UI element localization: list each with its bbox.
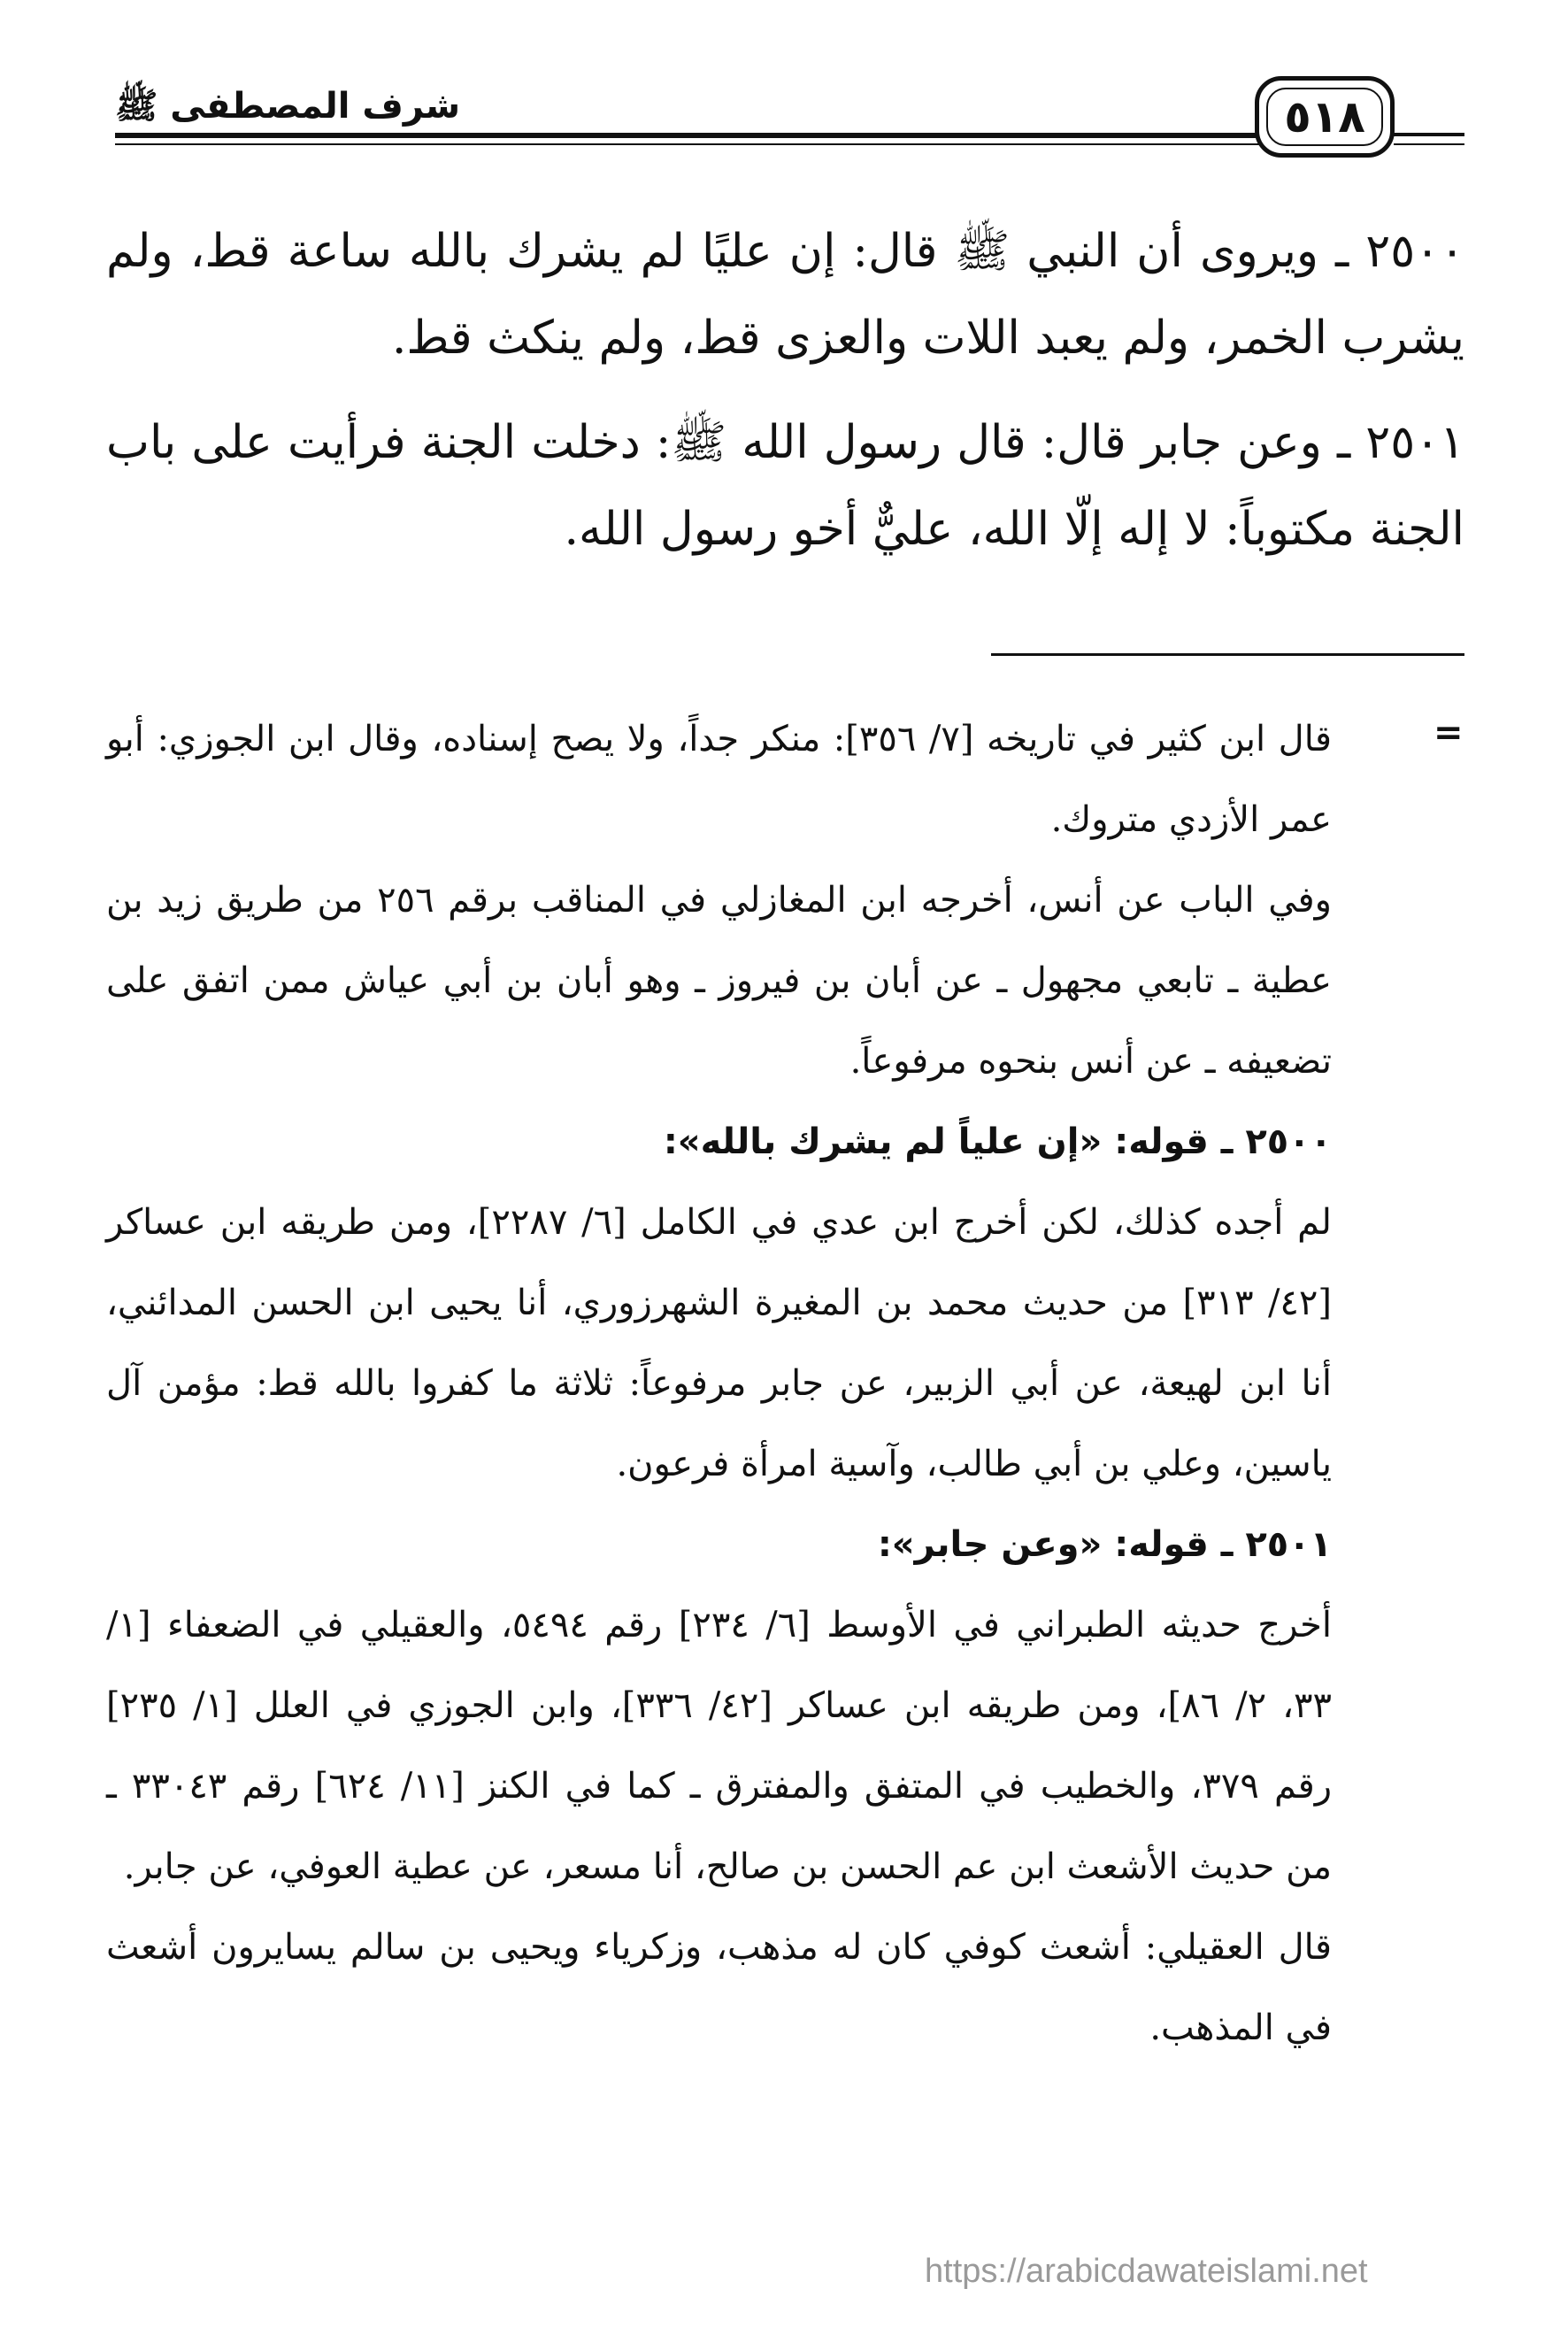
header-rule-thick <box>115 133 1265 138</box>
note-2501-heading: ٢٥٠١ ـ قوله: «وعن جابر»: <box>877 1524 1332 1565</box>
page-number: ٥١٨ <box>1266 88 1383 146</box>
footnote-continued-2: وفي الباب عن أنس، أخرجه ابن المغازلي في المناقب برقم ٢٥٦ من طريق زيد بن عطية ـ تابعي مجهول ـ عن أبان بن فيروز ـ وهو أبان بن أبي عياش ممن اتفق على تضعيفه ـ عن أنس بنحوه مرفوعاً. <box>106 880 1332 1082</box>
note-2500-body: لم أجده كذلك، لكن أخرج ابن عدي في الكامل [٦/ ٢٢٨٧]، ومن طريقه ابن عساكر [٤٢/ ٣١٣] من حديث محمد بن المغيرة الشهرزوري، أنا يحيى ابن الحسن المدائني، أنا ابن لهيعة، عن أبي الزبير، عن جابر مرفوعاً: ثلاثة ما كفروا بالله قط: مؤمن آل ياسين، وعلي بن أبي طالب، وآسية امرأة فرعون. <box>106 1202 1332 1484</box>
footnote-continued-1: قال ابن كثير في تاريخه [٧/ ٣٥٦]: منكر جداً، ولا يصح إسناده، وقال ابن الجوزي: أبو عمر الأزدي متروك. <box>106 719 1332 840</box>
note-2500-heading: ٢٥٠٠ ـ قوله: «إن علياً لم يشرك بالله»: <box>663 1121 1332 1162</box>
header-rule-right-thick <box>1394 133 1464 136</box>
hadith-2501: ٢٥٠١ ـ وعن جابر قال: قال رسول الله ﷺ: دخلت الجنة فرأيت على باب الجنة مكتوباً: لا إله إلّا الله، عليٌّ أخو رسول الله. <box>106 416 1464 556</box>
header-rule-right-thin <box>1394 143 1464 145</box>
main-text <box>106 208 1464 590</box>
footnote-continuation-mark: = <box>1433 713 1464 753</box>
header-rule-thin <box>115 143 1265 145</box>
page-number-frame <box>1255 76 1395 158</box>
note-2501-body-2: قال العقيلي: أشعث كوفي كان له مذهب، وزكرياء ويحيى بن سالم يسايرون أشعث في المذهب. <box>106 1927 1332 2048</box>
footnotes <box>106 699 1332 2069</box>
footnote-separator <box>991 653 1464 656</box>
note-2501-body-1: أخرج حديثه الطبراني في الأوسط [٦/ ٢٣٤] رقم ٥٤٩٤، والعقيلي في الضعفاء [١/ ٣٣، ٢/ ٨٦]، ومن طريقه ابن عساكر [٤٢/ ٣٣٦]، وابن الجوزي في العلل [١/ ٢٣٥] رقم ٣٧٩، والخطيب في المتفق والمفترق ـ كما في الكنز [١١/ ٦٢٤] رقم ٣٣٠٤٣ ـ من حديث الأشعث ابن عم الحسن بن صالح، أنا مسعر، عن عطية العوفي، عن جابر. <box>106 1605 1333 1887</box>
hadith-2500: ٢٥٠٠ ـ ويروى أن النبي ﷺ قال: إن عليًا لم يشرك بالله ساعة قط، ولم يشرب الخمر، ولم يعبد اللات والعزى قط، ولم ينكث قط. <box>106 225 1464 365</box>
watermark-url: https://arabicdawateislami.net <box>925 2253 1368 2290</box>
running-title: شرف المصطفى ﷺ <box>115 86 461 127</box>
